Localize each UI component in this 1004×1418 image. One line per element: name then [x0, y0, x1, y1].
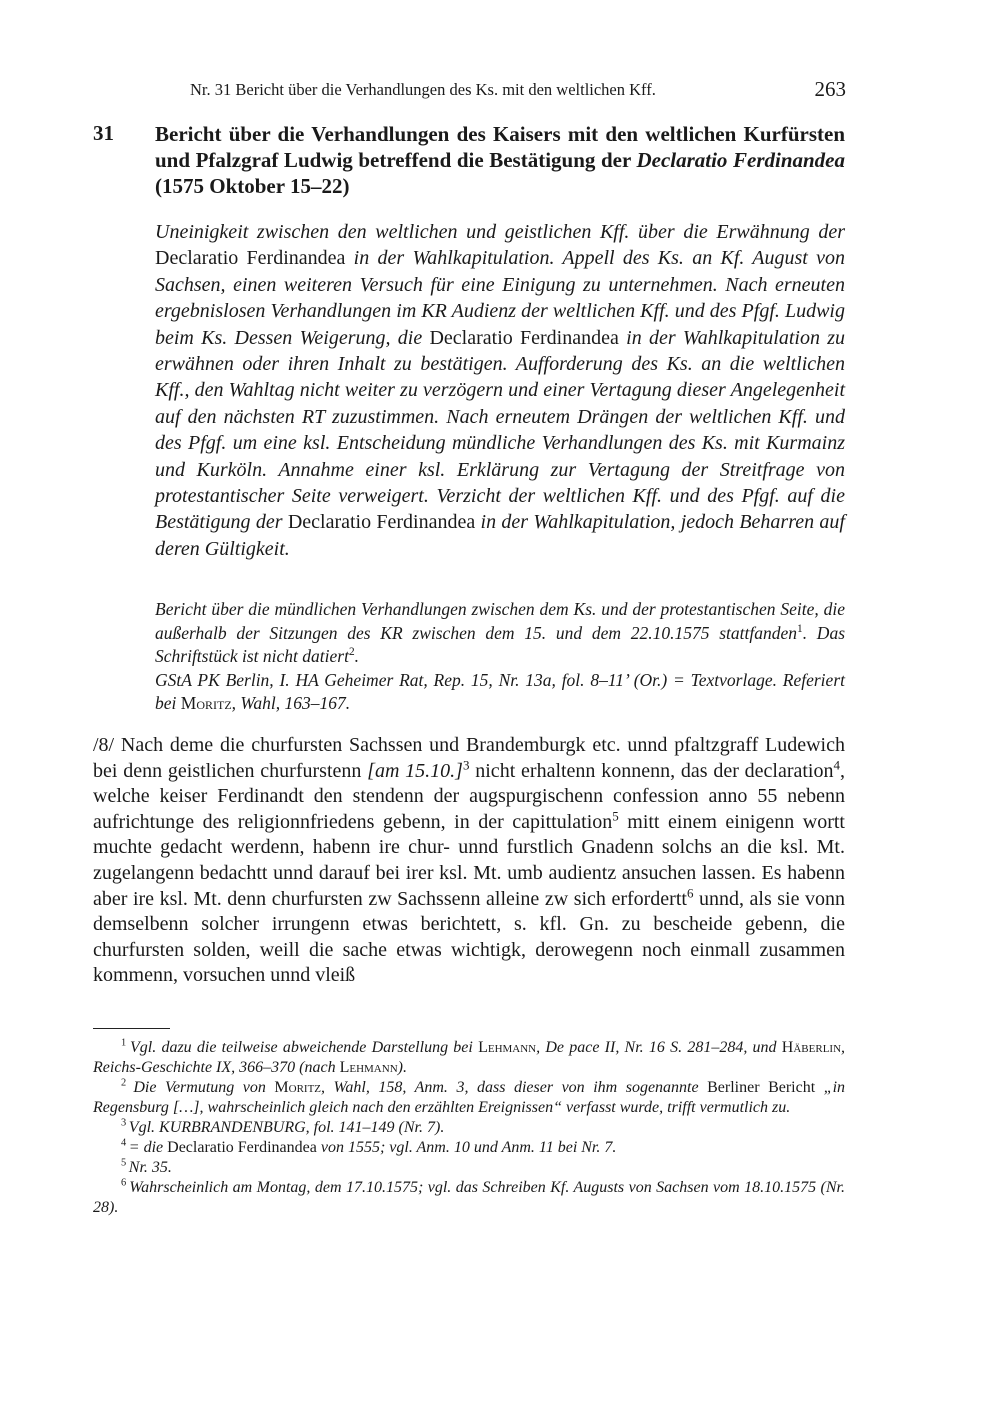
text-segment: Berliner Bericht	[707, 1079, 824, 1096]
abstract	[155, 219, 845, 562]
text-segment: Lehmann	[339, 1059, 398, 1076]
body-text	[93, 733, 845, 989]
footnote	[93, 1038, 845, 1078]
text-segment: Declaratio Ferdinandea	[636, 148, 846, 172]
text-segment: Declaratio Ferdinandea	[287, 511, 476, 534]
text-segment: , De pace II, Nr. 16 S. 281–284, und	[536, 1039, 782, 1056]
text-segment: Die Vermutung von	[133, 1079, 275, 1096]
text-segment: Lehmann	[478, 1039, 537, 1056]
text-segment: Nr. 35.	[128, 1159, 172, 1176]
text-segment: Bericht über die mündlichen Verhandlungen zwischen dem Ks. und der protestantischen Seite, die außerhalb der Sitzungen des KR zwischen dem 15. und dem 22.10.1575 stattfanden	[155, 599, 845, 643]
text-segment: Moritz	[180, 693, 232, 713]
text-segment: , Wahl, 158, Anm. 3, dass dieser von ihm sogenannte	[321, 1079, 708, 1096]
footnote-marker: 3	[121, 1117, 129, 1129]
archive-note	[155, 669, 845, 716]
text-segment: Declaratio Ferdinandea	[429, 326, 619, 349]
text-segment: in der Wahlkapitulation zu erwähnen oder ihren Inhalt zu bestätigen. Aufforderung des Ks. an die weltlichen Kff., den Wahltag nicht weiter zu verzögern und einer Vertagung dieser Angelegenheit auf den nächsten RT zuzustimmen. Nach erneutem Drängen der weltlichen Kff. und des Pfgf. um eine ksl. Entscheidung mündliche Verhandlungen des Ks. mit Kurmainz und Kurköln. Annahme einer ksl. Erklärung zur Vertagung der Streitfrage von protestantischer Seite verweigert. Verzicht der weltlichen Kff. und des Pfgf. auf die Bestätigung der	[155, 326, 845, 534]
footnote-marker: 3	[462, 756, 470, 772]
text-segment: Uneinigkeit zwischen den weltlichen und geistlichen Kff. über die Erwähnung der	[155, 221, 845, 243]
text-segment: = die	[128, 1139, 168, 1156]
text-segment: in der Wahlkapitulation. Appell des Ks. an Kf. August von Sachsen, einen weiteren Versuch für eine Einigung zu unternehmen. Nach erneuten ergebnislosen Verhandlungen im KR Audienz der weltlichen Kff. und des Pfgf. Ludwig beim Ks. Dessen Weigerung, die	[155, 247, 845, 349]
running-title: Nr. 31 Bericht über die Verhandlungen des Ks. mit den weltlichen Kff.	[190, 80, 656, 99]
text-segment: Bericht über die Verhandlungen des Kaisers mit den weltlichen Kurfürsten und Pfalzgraf Ludwig betreffend die Bestätigung der	[155, 122, 845, 172]
source-note	[155, 598, 845, 669]
footnote-marker: 4	[121, 1137, 129, 1149]
footnote-marker: 1	[797, 622, 803, 635]
footnote-marker: 6	[121, 1177, 130, 1189]
footnotes	[93, 1038, 845, 1218]
text-segment: (1575 Oktober 15–22)	[155, 174, 350, 198]
text-segment: Moritz	[274, 1079, 322, 1096]
text-segment: unnd, als sie vonn demselbenn solcher irrungenn etwas berichtett, s. kfl. Gn. zu bescheide gebenn, die churfursten solden, weill die sache etwas wichtigk, derowegenn noch einmall zusammen kommenn, vorsuchen unnd vleiß	[93, 887, 846, 987]
footnote-marker: 6	[686, 884, 694, 900]
footnote-marker: 2	[121, 1077, 134, 1089]
document-number: 31	[93, 121, 114, 145]
text-segment: Häberlin	[781, 1039, 842, 1056]
text-segment: , welche keiser Ferdinandt den stendenn der augspurgischenn confession anno 55 nebenn aufrichtunge des religionnfriedens gebenn, in der capittulation	[93, 759, 845, 833]
text-segment: Vgl. KURBRANDENBURG, fol. 141–149 (Nr. 7).	[128, 1119, 445, 1136]
text-segment: Declaratio Ferdinandea	[167, 1139, 317, 1156]
source-notes	[155, 598, 845, 716]
text-segment: in der Wahlkapitulation, jedoch Beharren auf deren Gültigkeit.	[155, 511, 845, 560]
footnote	[93, 1138, 845, 1158]
footnote-marker: 2	[348, 646, 355, 659]
text-segment: von 1555; vgl. Anm. 10 und Anm. 11 bei Nr. 7.	[316, 1139, 617, 1156]
text-segment: nicht erhaltenn konnenn, das der declaration	[469, 759, 834, 782]
text-segment: , Reichs-Geschichte IX, 366–370 (nach	[93, 1039, 846, 1076]
text-segment: ).	[397, 1059, 407, 1076]
document-title	[155, 121, 845, 199]
footnote-marker: 5	[121, 1157, 129, 1169]
text-segment: GStA PK Berlin, I. HA Geheimer Rat, Rep. 15, Nr. 13a, fol. 8–11’ (Or.) = Textvorlage. Referiert bei	[155, 669, 845, 713]
footnote-rule	[93, 1028, 170, 1029]
text-segment: mitt einem einigenn wortt muchte gedacht werdenn, habenn ire chur- unnd furstlich Gnadenn solchs an die ksl. Mt. zugelangenn bedachtt unnd darauf bei irer ksl. Mt. umb audientz ansuchen lassen. Es habenn aber ire ksl. Mt. denn churfursten zw Sachssenn alleine zw sich erfordertt	[93, 810, 845, 910]
text-segment: /8/ Nach deme die churfursten Sachssen und Brandemburgk etc. unnd pfaltzgraff Ludewich bei denn geistlichen churfurstenn	[93, 734, 845, 782]
text-segment: . Das Schriftstück ist nicht datiert	[155, 622, 846, 666]
text-segment: Wahrscheinlich am Montag, dem 17.10.1575; vgl. das Schreiben Kf. Augusts von Sachsen vom 18.10.1575 (Nr. 28).	[93, 1179, 846, 1216]
footnote	[93, 1078, 845, 1118]
text-segment: Declaratio Ferdinandea	[155, 247, 346, 270]
running-header	[190, 77, 846, 101]
text-segment: .	[354, 646, 359, 666]
text-segment: [am 15.10.]	[367, 759, 463, 782]
footnote	[93, 1158, 845, 1178]
footnote	[93, 1118, 845, 1138]
text-segment: Vgl. dazu die teilweise abweichende Darstellung bei	[130, 1039, 479, 1056]
footnote-marker: 4	[833, 756, 840, 772]
text-segment: „in Regensburg […], wahrscheinlich gleich nach den erzählten Ereignissen“ verfasst wurde, trifft vermutlich zu.	[93, 1079, 846, 1116]
footnote	[93, 1178, 845, 1218]
text-segment: , Wahl, 163–167.	[231, 693, 351, 713]
page-number: 263	[814, 77, 846, 101]
footnote-marker: 1	[121, 1037, 131, 1049]
footnote-marker: 5	[612, 808, 619, 824]
